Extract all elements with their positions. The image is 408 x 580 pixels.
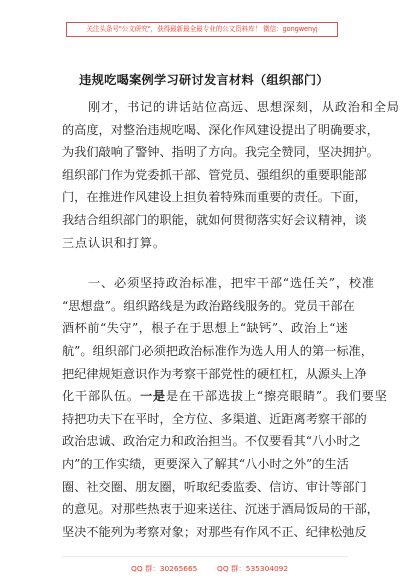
paragraph-line: 三点认识和打算。 [62,235,166,250]
paragraph-text: 化干部队伍。 [62,389,140,404]
paragraph-line: 一、必须坚持政治标准，把牢干部“选任关”，校准 [88,276,375,291]
qq-group-1: QQ 群：30265665 [131,564,198,573]
paragraph-gap [62,254,348,272]
document-title: 违规吃喝案例学习研讨发言材料（组织部门） [79,73,329,87]
paragraph-line: 持把功夫下在平时，全方位、多渠道、近距离考察干部的 [62,411,367,426]
promo-banner: 关注头条号"公文研究"，获得最新最全最专业的公文资料库！ 微信：gongwenyj [66,22,338,37]
paragraph-line: 门，在推进作风建设上担负着特殊而重要的责任。下面， [62,190,367,205]
paragraph-text: 是在干部选拔上“擦亮眼睛”。我们要坚 [165,389,388,404]
paragraph-line: 圈、社交圈、朋友圈，听取纪委监委、信访、审计等部门 [62,479,367,494]
paragraph-line: 组织部门作为党委抓干部、管党员、强组织的重要职能部 [62,167,367,182]
emphasis-text: 一是 [139,389,166,404]
paragraph-line: 酒杯前“失守”，根子在于思想上“缺钙”、政治上“迷 [62,321,348,336]
paragraph-line [62,385,388,408]
paragraph-line: 的意见。对那些热衷于迎来送往、沉迷于酒局饭局的干部， [62,502,379,517]
page-footer [0,561,408,575]
paragraph-line: 我结合组织部门的职能，就如何贯彻落实好会议精神，谈 [62,212,367,227]
paragraph-line: 政治忠诚、政治定力和政治担当。不仅要看其“八小时之 [62,434,361,449]
paragraph-line: 航”。组织部门必须把政治标准作为选人用人的第一标准， [62,343,373,358]
paragraph-line: 内”的工作实绩，更要深入了解其“八小时之外”的生活 [62,456,349,471]
qq-group-2: QQ 群：535304092 [217,564,289,573]
paragraph-line: 坚决不能列为考察对象；对那些有作风不正、纪律松弛反 [62,524,367,539]
document-body [62,96,400,543]
paragraph-line: 为我们敲响了警钟、指明了方向。我完全赞同，坚决拥护。 [62,145,379,160]
paragraph-line: 刚才，书记的讲话站位高远、思想深刻，从政治和全局 [88,100,400,114]
paragraph-line: 的高度，对整治违规吃喝、深化作风建设提出了明确要求， [62,122,379,137]
paragraph-line: 把纪律规矩意识作为考察干部党性的硬杠杠，从源头上净 [62,366,367,381]
footer-divider [62,556,348,557]
paragraph-line: “思想盘”。组织路线是为政治路线服务的。党员干部在 [62,298,355,313]
